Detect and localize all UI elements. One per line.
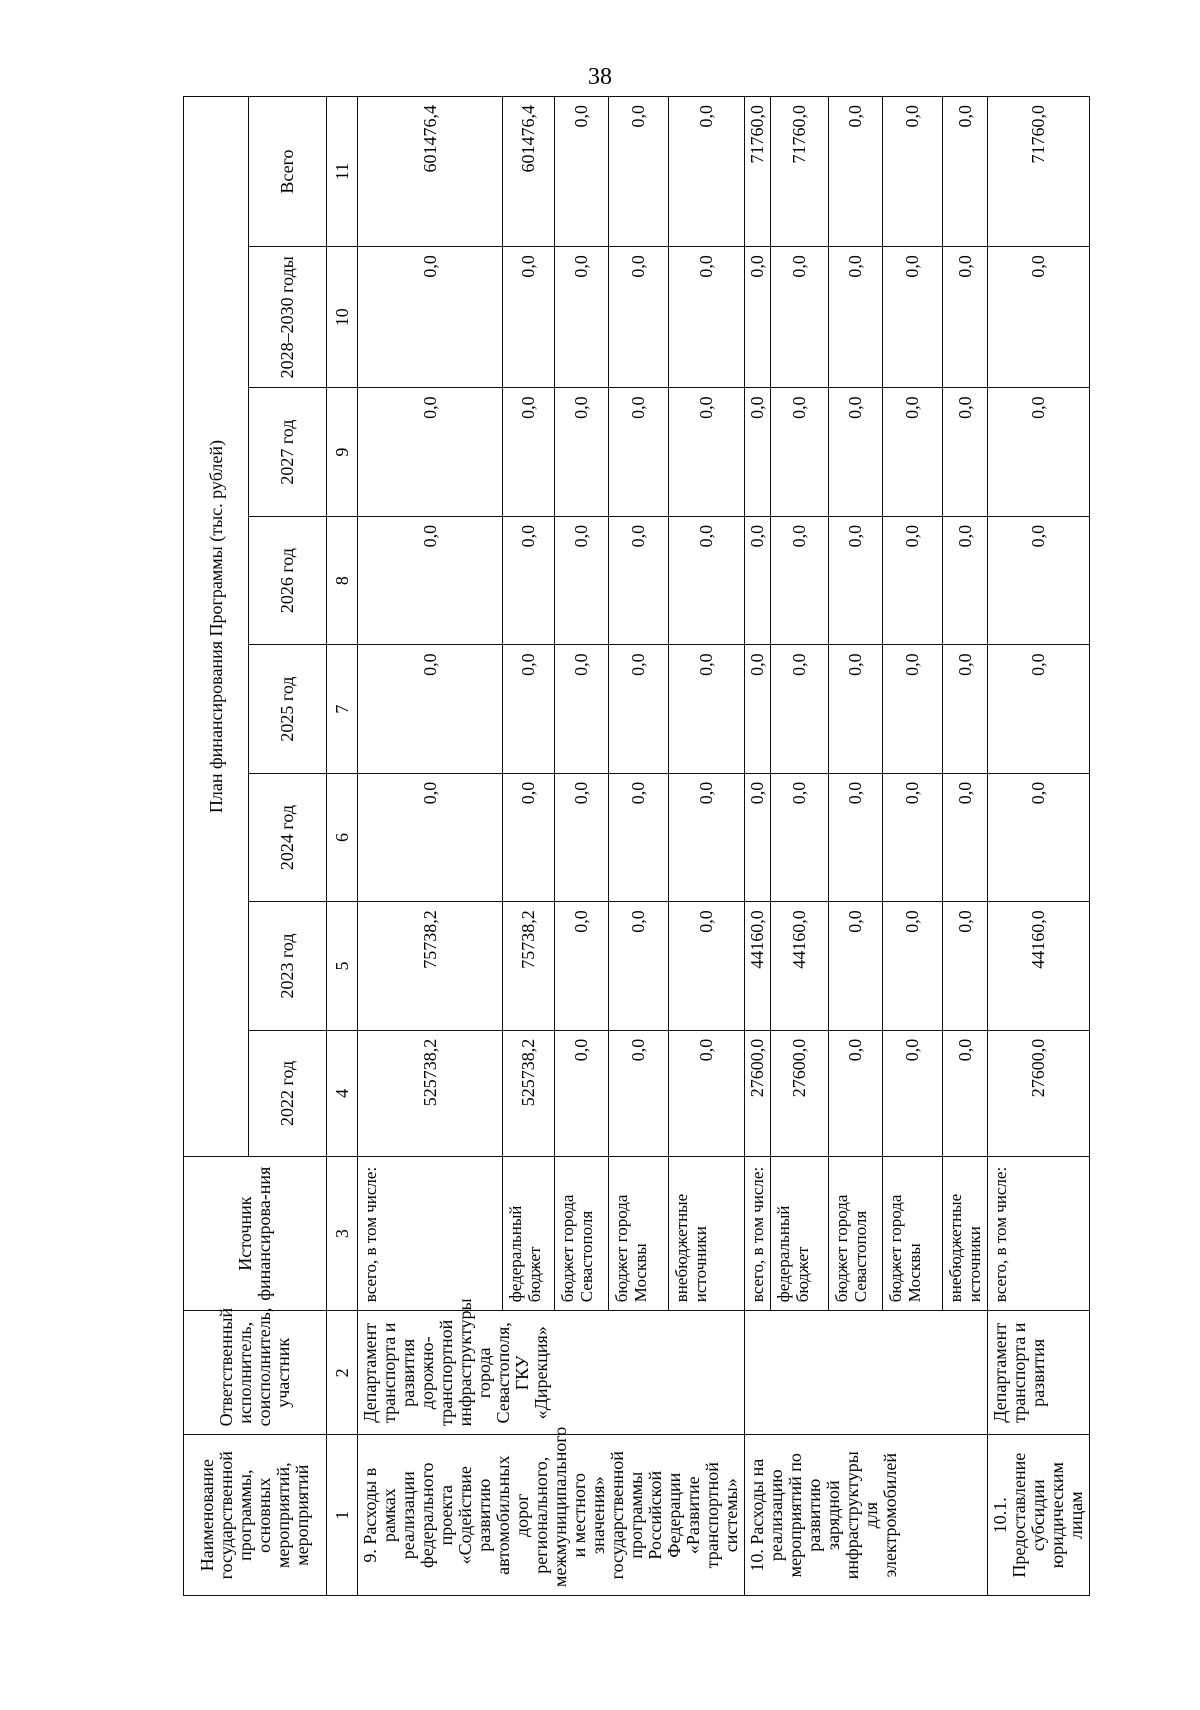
row-value: 0,0 xyxy=(829,1030,883,1156)
row-value: 525738,2 xyxy=(358,1030,503,1156)
row-value: 0,0 xyxy=(609,1030,669,1156)
row-value: 0,0 xyxy=(771,516,829,644)
column-number: 3 xyxy=(327,1157,358,1311)
row-value: 0,0 xyxy=(883,1030,943,1156)
column-number: 10 xyxy=(327,247,358,388)
row-value: 0,0 xyxy=(829,902,883,1030)
row-value: 0,0 xyxy=(503,773,555,901)
table-row xyxy=(745,97,771,1596)
row-value: 27600,0 xyxy=(745,1030,771,1156)
row-value: 0,0 xyxy=(609,388,669,516)
column-number: 9 xyxy=(327,388,358,516)
row-value: 0,0 xyxy=(669,516,745,644)
row-value: 71760,0 xyxy=(988,97,1090,247)
row-value: 0,0 xyxy=(988,247,1090,388)
rotated-table-container xyxy=(183,96,1085,1596)
row-value: 0,0 xyxy=(503,516,555,644)
column-number: 1 xyxy=(327,1435,358,1596)
row-value: 0,0 xyxy=(943,516,988,644)
row-value: 0,0 xyxy=(358,388,503,516)
row-program-name: 10. Расходы на реализацию мероприятий по развитию зарядной инфраструктуры для электромобилей xyxy=(745,1435,988,1596)
row-value: 44160,0 xyxy=(771,902,829,1030)
row-source: внебюджетные источники xyxy=(669,1157,745,1311)
row-value: 0,0 xyxy=(669,247,745,388)
row-value: 75738,2 xyxy=(503,902,555,1030)
row-value: 0,0 xyxy=(358,645,503,773)
row-source: бюджет города Москвы xyxy=(883,1157,943,1311)
row-value: 0,0 xyxy=(829,388,883,516)
row-value: 0,0 xyxy=(988,516,1090,644)
header-total: Всего xyxy=(249,97,327,247)
header-year: 2028–2030 годы xyxy=(249,247,327,388)
row-value: 0,0 xyxy=(669,1030,745,1156)
row-value: 525738,2 xyxy=(503,1030,555,1156)
row-value: 0,0 xyxy=(745,645,771,773)
header-responsible: Ответственный исполнитель, соисполнитель, участник xyxy=(184,1311,327,1435)
row-program-name: 10.1. Предоставление субсидии юридическим лицам xyxy=(988,1435,1090,1596)
financing-table xyxy=(183,96,1090,1596)
table-header xyxy=(184,97,358,1596)
column-numbers-row xyxy=(327,97,358,1596)
row-source: всего, в том числе: xyxy=(745,1157,771,1311)
row-value: 0,0 xyxy=(358,247,503,388)
row-value: 0,0 xyxy=(745,773,771,901)
row-value: 0,0 xyxy=(609,902,669,1030)
row-value: 0,0 xyxy=(771,247,829,388)
column-number: 6 xyxy=(327,773,358,901)
row-value: 27600,0 xyxy=(988,1030,1090,1156)
row-value: 0,0 xyxy=(883,773,943,901)
row-value: 0,0 xyxy=(771,388,829,516)
row-value: 0,0 xyxy=(555,516,609,644)
row-source: внебюджетные источники xyxy=(943,1157,988,1311)
row-value: 44160,0 xyxy=(988,902,1090,1030)
header-plan: План финансирования Программы (тыс. рублей) xyxy=(184,97,249,1157)
row-value: 0,0 xyxy=(503,645,555,773)
row-value: 0,0 xyxy=(745,516,771,644)
row-value: 44160,0 xyxy=(745,902,771,1030)
row-responsible: Департамент транспорта и развития дорожно-транспортной инфраструктуры города Севастополя, ГКУ «Дирекция» xyxy=(358,1311,745,1435)
row-value: 601476,4 xyxy=(358,97,503,247)
header-year: 2024 год xyxy=(249,773,327,901)
row-value: 0,0 xyxy=(745,388,771,516)
row-value: 0,0 xyxy=(943,773,988,901)
row-responsible xyxy=(745,1311,988,1435)
header-year: 2025 год xyxy=(249,645,327,773)
row-program-name: 9. Расходы в рамках реализации федерального проекта «Содействие развитию автомобильных дорог регионального, межмуниципального и местного значения» государственной программы Российской Федерации «Развитие транспортной системы» xyxy=(358,1435,745,1596)
row-value: 0,0 xyxy=(669,773,745,901)
row-value: 0,0 xyxy=(555,388,609,516)
row-value: 0,0 xyxy=(829,247,883,388)
row-value: 0,0 xyxy=(669,97,745,247)
row-source: федеральный бюджет xyxy=(771,1157,829,1311)
column-number: 7 xyxy=(327,645,358,773)
table-row xyxy=(358,97,503,1596)
row-source: всего, в том числе: xyxy=(358,1157,503,1311)
row-value: 0,0 xyxy=(503,247,555,388)
row-value: 0,0 xyxy=(883,247,943,388)
row-value: 0,0 xyxy=(609,645,669,773)
row-value: 601476,4 xyxy=(503,97,555,247)
column-number: 2 xyxy=(327,1311,358,1435)
row-value: 0,0 xyxy=(555,97,609,247)
column-number: 5 xyxy=(327,902,358,1030)
row-value: 0,0 xyxy=(555,773,609,901)
row-value: 0,0 xyxy=(943,902,988,1030)
row-value: 0,0 xyxy=(358,516,503,644)
row-value: 0,0 xyxy=(829,97,883,247)
row-value: 0,0 xyxy=(829,645,883,773)
table-body xyxy=(358,97,1090,1596)
row-value: 0,0 xyxy=(883,902,943,1030)
header-year: 2027 год xyxy=(249,388,327,516)
row-source: федеральный бюджет xyxy=(503,1157,555,1311)
row-value: 0,0 xyxy=(669,902,745,1030)
row-value: 0,0 xyxy=(358,773,503,901)
row-value: 0,0 xyxy=(829,516,883,644)
row-value: 0,0 xyxy=(883,516,943,644)
row-value: 75738,2 xyxy=(358,902,503,1030)
row-source: бюджет города Москвы xyxy=(609,1157,669,1311)
row-value: 0,0 xyxy=(609,247,669,388)
row-value: 0,0 xyxy=(745,247,771,388)
row-value: 0,0 xyxy=(883,645,943,773)
row-responsible: Департамент транспорта и развития xyxy=(988,1311,1090,1435)
row-value: 71760,0 xyxy=(745,97,771,247)
column-number: 8 xyxy=(327,516,358,644)
row-value: 0,0 xyxy=(609,773,669,901)
row-value: 0,0 xyxy=(883,97,943,247)
row-value: 0,0 xyxy=(609,97,669,247)
row-value: 0,0 xyxy=(943,645,988,773)
row-value: 0,0 xyxy=(988,773,1090,901)
page-number: 38 xyxy=(588,64,612,90)
row-value: 0,0 xyxy=(555,1030,609,1156)
header-year: 2022 год xyxy=(249,1030,327,1156)
row-value: 0,0 xyxy=(943,388,988,516)
header-source: Источник финансирова-ния xyxy=(184,1157,327,1311)
row-value: 0,0 xyxy=(943,1030,988,1156)
row-value: 0,0 xyxy=(943,97,988,247)
row-value: 0,0 xyxy=(771,773,829,901)
row-value: 71760,0 xyxy=(771,97,829,247)
column-number: 4 xyxy=(327,1030,358,1156)
row-source: бюджет города Севастополя xyxy=(555,1157,609,1311)
row-value: 0,0 xyxy=(503,388,555,516)
row-source: всего, в том числе: xyxy=(988,1157,1090,1311)
column-number: 11 xyxy=(327,97,358,247)
row-value: 0,0 xyxy=(555,247,609,388)
row-value: 0,0 xyxy=(943,247,988,388)
table-row xyxy=(988,97,1090,1596)
header-name: Наименование государственной программы, основных мероприятий, мероприятий xyxy=(184,1435,327,1596)
row-value: 0,0 xyxy=(555,902,609,1030)
row-value: 27600,0 xyxy=(771,1030,829,1156)
row-value: 0,0 xyxy=(609,516,669,644)
row-value: 0,0 xyxy=(771,645,829,773)
row-value: 0,0 xyxy=(988,388,1090,516)
row-value: 0,0 xyxy=(829,773,883,901)
row-value: 0,0 xyxy=(883,388,943,516)
row-value: 0,0 xyxy=(555,645,609,773)
header-year: 2026 год xyxy=(249,516,327,644)
header-year: 2023 год xyxy=(249,902,327,1030)
row-value: 0,0 xyxy=(669,645,745,773)
row-source: бюджет города Севастополя xyxy=(829,1157,883,1311)
row-value: 0,0 xyxy=(988,645,1090,773)
row-value: 0,0 xyxy=(669,388,745,516)
